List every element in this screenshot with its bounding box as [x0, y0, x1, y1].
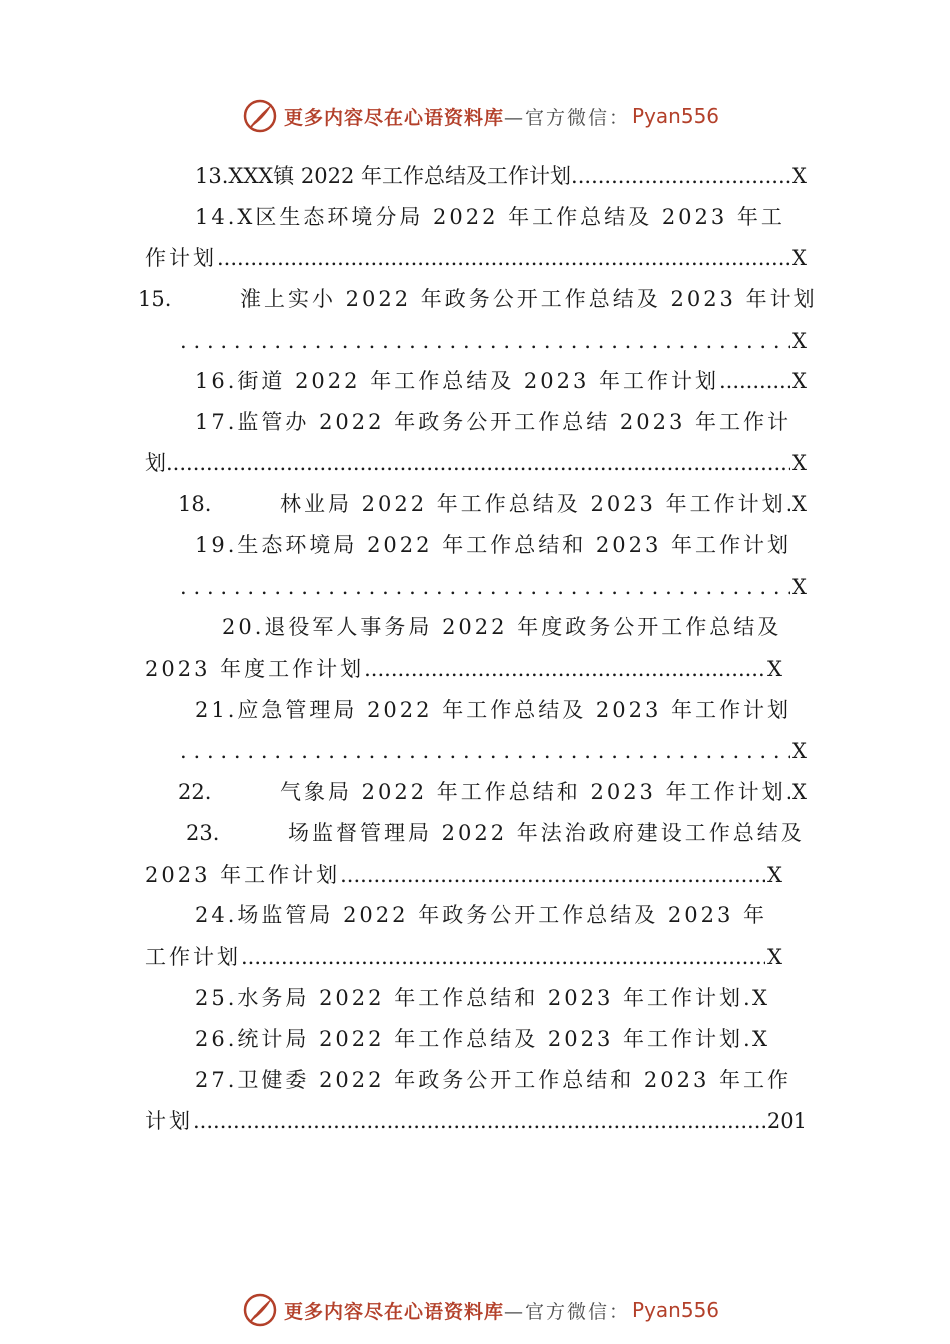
toc-leader [217, 243, 790, 273]
toc-entry-21-leader-line[interactable] [180, 736, 807, 766]
toc-entry-title: 作计划 [145, 246, 217, 270]
toc-entry-21-title[interactable]: 21.应急管理局 2022 年工作总结及 2023 年工作计划 [195, 698, 791, 722]
toc-entry-24-line1[interactable]: 24.场监管局 2022 年政务公开工作总结及 2023 年 [195, 903, 767, 927]
toc-leader [340, 860, 765, 890]
toc-entry-15-title[interactable]: 淮上实小 2022 年政务公开工作总结及 2023 年计划 [240, 287, 818, 311]
toc-entry-title: 25.水务局 2022 年工作总结和 2023 年工作计划 [195, 986, 743, 1010]
toc-entry-title: 2023 年度工作计划 [145, 657, 365, 681]
toc-leader [180, 736, 790, 766]
toc-page-number: X [792, 164, 807, 188]
toc-entry-20-line2[interactable] [145, 654, 782, 684]
toc-entry-15-number: 15. [138, 287, 172, 311]
toc-page-number: X [752, 1027, 767, 1051]
toc-leader [241, 942, 765, 972]
toc-entry-19-title[interactable]: 19.生态环境局 2022 年工作总结和 2023 年工作计划 [195, 533, 791, 557]
toc-page-number: X [792, 451, 807, 475]
toc-entry-18-number: 18. [178, 492, 212, 516]
toc-entry-27-line2[interactable] [145, 1106, 807, 1136]
toc-entry-20-line1[interactable]: 20.退役军人事务局 2022 年度政务公开工作总结及 [222, 615, 782, 639]
watermark-wechat-id: Pyan556 [632, 1298, 720, 1322]
quill-logo-icon [242, 98, 278, 134]
watermark-wechat-id: Pyan556 [632, 104, 720, 128]
toc-entry-title: 16.街道 2022 年工作总结及 2023 年工作计划 [195, 369, 719, 393]
toc-page-number: X [792, 492, 807, 516]
toc-leader [166, 448, 790, 478]
toc-page-number: X [767, 945, 782, 969]
toc-entry-22[interactable] [280, 777, 807, 807]
toc-leader [193, 1106, 765, 1136]
toc-entry-14-line2[interactable] [145, 243, 807, 273]
toc-entry-22-number: 22. [178, 780, 212, 804]
toc-entry-16[interactable] [195, 366, 807, 396]
toc-entry-19-leader-line[interactable] [180, 572, 807, 602]
toc-leader [743, 983, 750, 1013]
watermark-banner-bottom [0, 1290, 950, 1330]
toc-entry-title: 26.统计局 2022 年工作总结及 2023 年工作计划 [195, 1027, 743, 1051]
toc-leader [180, 326, 790, 356]
toc-page-number: X [792, 246, 807, 270]
toc-entry-17-line1[interactable]: 17.监管办 2022 年政务公开工作总结 2023 年工作计 [195, 410, 791, 434]
toc-page-number: X [767, 863, 782, 887]
toc-page-number: X [767, 657, 782, 681]
toc-entry-title: 林业局 2022 年工作总结及 2023 年工作计划 [280, 492, 786, 516]
watermark-title: 更多内容尽在心语资料库 [284, 1300, 505, 1323]
toc-entry-23-line1[interactable]: 场监督管理局 2022 年法治政府建设工作总结及 [288, 821, 805, 845]
toc-entry-14-line1[interactable]: 14.X区生态环境分局 2022 年工作总结及 2023 年工 [195, 205, 785, 229]
toc-leader [719, 366, 790, 396]
watermark-banner-top [0, 96, 950, 136]
toc-leader [571, 161, 790, 191]
toc-page-number: 201 [766, 1109, 807, 1133]
toc-entry-title: 划 [145, 451, 166, 475]
toc-entry-title: 2023 年工作计划 [145, 863, 341, 887]
toc-entry-23-number: 23. [186, 821, 220, 845]
toc-entry-title: 13.XXX镇 2022 年工作总结及工作计划 [195, 164, 572, 188]
toc-entry-27-line1[interactable]: 27.卫健委 2022 年政务公开工作总结和 2023 年工作 [195, 1068, 791, 1092]
toc-entry-23-line2[interactable] [145, 860, 782, 890]
toc-entry-25[interactable] [195, 983, 767, 1013]
toc-page-number: X [792, 575, 807, 599]
toc-entry-18[interactable] [280, 489, 807, 519]
toc-entry-26[interactable] [195, 1024, 767, 1054]
toc-entry-13[interactable] [195, 161, 807, 191]
watermark-label: —官方微信： [504, 1300, 631, 1323]
toc-entry-17-line2[interactable] [145, 448, 807, 478]
watermark-title: 更多内容尽在心语资料库 [284, 106, 505, 129]
toc-page-number: X [752, 986, 767, 1010]
toc-page-number: X [792, 739, 807, 763]
toc-page-number: X [792, 369, 807, 393]
toc-entry-15-leader-line[interactable] [180, 326, 807, 356]
toc-page-number: X [792, 780, 807, 804]
toc-entry-title: 气象局 2022 年工作总结和 2023 年工作计划 [280, 780, 786, 804]
toc-entry-title: 工作计划 [145, 945, 241, 969]
quill-logo-icon [242, 1292, 278, 1328]
toc-leader [743, 1024, 750, 1054]
watermark-label: —官方微信： [504, 106, 631, 129]
toc-entry-24-line2[interactable] [145, 942, 782, 972]
toc-leader [180, 572, 790, 602]
toc-leader [364, 654, 765, 684]
toc-page-number: X [792, 329, 807, 353]
toc-entry-title: 计划 [145, 1109, 193, 1133]
